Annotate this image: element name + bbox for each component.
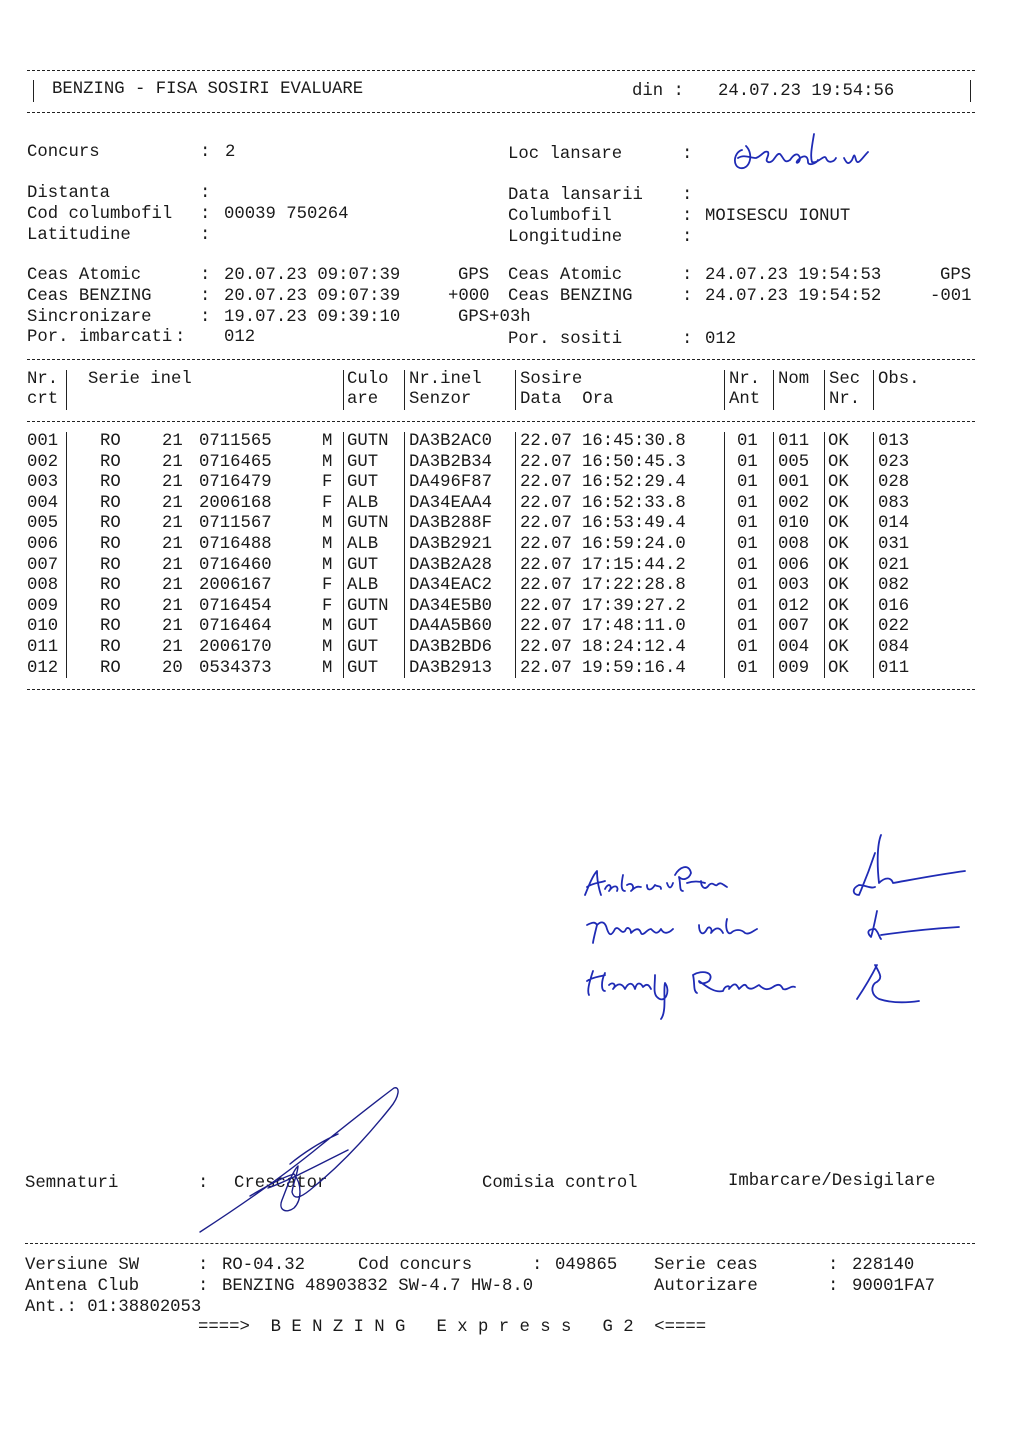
cell-color: GUT <box>347 617 379 637</box>
cell-ant: 01 <box>737 452 758 472</box>
info-columbofil-sep: : <box>682 207 693 226</box>
cell-year: 21 <box>162 432 183 451</box>
cell-sex: M <box>322 617 333 637</box>
table-row <box>0 617 1024 637</box>
cell-sensor: DA496F87 <box>409 473 492 493</box>
cell-year: 21 <box>162 452 183 472</box>
cell-nom: 004 <box>778 638 810 657</box>
sync-value: 19.07.23 09:39:10 <box>224 308 401 327</box>
info-columbofil-label: Columbofil <box>508 207 612 226</box>
signatures-label: Semnaturi <box>25 1174 119 1193</box>
info-columbofil-value: MOISESCU IONUT <box>705 207 851 226</box>
cell-date: 22.07 <box>520 514 572 534</box>
launch-location-handwriting <box>728 130 888 180</box>
antenna-club-value: BENZING 48903832 SW-4.7 HW-8.0 <box>222 1277 534 1296</box>
cell-country: RO <box>100 617 121 637</box>
cell-nr: 009 <box>27 596 59 616</box>
cell-country: RO <box>100 576 121 596</box>
cell-nr: 004 <box>27 493 59 513</box>
cell-year: 21 <box>162 576 183 596</box>
cell-nom: 010 <box>778 514 810 534</box>
cell-sec: OK <box>828 493 849 513</box>
cell-nr: 010 <box>27 617 59 637</box>
clock-atomic-end-value: 24.07.23 19:54:53 <box>705 266 882 285</box>
cell-nom: 008 <box>778 535 810 554</box>
cell-color: GUT <box>347 555 379 575</box>
cell-obs: 016 <box>878 596 910 616</box>
cell-ant: 01 <box>737 596 758 616</box>
pigeons-basketed-value: 012 <box>224 328 256 347</box>
table-row <box>0 576 1024 596</box>
cell-year: 21 <box>162 617 183 637</box>
cell-nom: 007 <box>778 617 810 637</box>
cell-color: GUT <box>347 452 379 472</box>
cell-country: RO <box>100 596 121 616</box>
cell-sec: OK <box>828 514 849 534</box>
cell-nr: 001 <box>27 432 59 451</box>
th-senzor: Senzor <box>409 390 472 409</box>
sync-suffix: GPS+03h <box>458 308 531 327</box>
cell-sec: OK <box>828 473 849 493</box>
cell-country: RO <box>100 535 121 554</box>
info-distanta-label: Distanta <box>27 184 110 203</box>
cell-time: 17:22:28.8 <box>582 576 686 596</box>
cell-color: ALB <box>347 535 379 554</box>
signatures-sep: : <box>198 1174 209 1193</box>
cell-ant: 01 <box>737 617 758 637</box>
clock-atomic-start-suffix: GPS <box>458 266 490 285</box>
info-latitudine-sep: : <box>200 226 211 245</box>
clock-serial-label: Serie ceas <box>654 1256 758 1275</box>
cell-ring: 0716460 <box>199 555 272 575</box>
cell-time: 17:48:11.0 <box>582 617 686 637</box>
race-code-value: 049865 <box>555 1256 618 1275</box>
antenna-line: Ant.: 01:38802053 <box>25 1298 202 1317</box>
cell-obs: 031 <box>878 535 910 554</box>
cell-date: 22.07 <box>520 658 572 678</box>
cell-sec: OK <box>828 535 849 554</box>
th-are: are <box>347 390 379 409</box>
cell-obs: 011 <box>878 658 910 678</box>
cell-obs: 022 <box>878 617 910 637</box>
page-title: BENZING - FISA SOSIRI EVALUARE <box>52 80 364 99</box>
cell-ring: 0716465 <box>199 452 272 472</box>
cell-sec: OK <box>828 617 849 637</box>
th-obs: Obs. <box>878 370 920 389</box>
cell-sex: M <box>322 658 333 678</box>
table-row <box>0 535 1024 555</box>
antenna-club-label: Antena Club <box>25 1277 140 1296</box>
cell-ant: 01 <box>737 473 758 493</box>
cell-ring: 2006167 <box>199 576 272 596</box>
cell-nr: 005 <box>27 514 59 534</box>
clock-benzing-start-suffix: +000 <box>448 287 490 306</box>
signature-imbarcare-label: Imbarcare/Desigilare <box>728 1172 936 1191</box>
cell-nr: 012 <box>27 658 59 678</box>
th-sosire: Sosire <box>520 370 583 389</box>
clock-benzing-start-value: 20.07.23 09:07:39 <box>224 287 401 306</box>
cell-date: 22.07 <box>520 432 572 451</box>
cell-nr: 008 <box>27 576 59 596</box>
clock-atomic-start-value: 20.07.23 09:07:39 <box>224 266 401 285</box>
cell-nom: 005 <box>778 452 810 472</box>
footer-top-rule <box>25 1243 975 1244</box>
table-row <box>0 638 1024 658</box>
clock-benzing-end-value: 24.07.23 19:54:52 <box>705 287 882 306</box>
cell-sensor: DA34E5B0 <box>409 596 492 616</box>
info-longitudine-label: Longitudine <box>508 228 623 247</box>
cell-ant: 01 <box>737 638 758 657</box>
th-culo: Culo <box>347 370 389 389</box>
header-bottom-rule <box>27 112 975 113</box>
table-row <box>0 432 1024 452</box>
header-right-border <box>970 80 971 102</box>
cell-sex: F <box>322 473 333 493</box>
table-row <box>0 659 1024 679</box>
cell-sensor: DA3B2BD6 <box>409 638 492 657</box>
cell-nr: 007 <box>27 555 59 575</box>
clock-atomic-start-label: Ceas Atomic <box>27 266 142 285</box>
cell-sec: OK <box>828 452 849 472</box>
cell-ring: 2006168 <box>199 493 272 513</box>
cell-nr: 011 <box>27 638 59 657</box>
cell-sex: M <box>322 555 333 575</box>
cell-ring: 0716488 <box>199 535 272 554</box>
cell-date: 22.07 <box>520 535 572 554</box>
header-left-border <box>33 80 34 102</box>
cell-ring: 0716454 <box>199 596 272 616</box>
cell-country: RO <box>100 432 121 451</box>
th-nr: Nr. <box>27 370 59 389</box>
cell-sex: M <box>322 432 333 451</box>
cell-nr: 003 <box>27 473 59 493</box>
cell-color: GUTN <box>347 514 389 534</box>
cell-obs: 028 <box>878 473 910 493</box>
info-cod-value: 00039 750264 <box>224 205 349 224</box>
cell-date: 22.07 <box>520 452 572 472</box>
cell-time: 16:53:49.4 <box>582 514 686 534</box>
cell-country: RO <box>100 638 121 657</box>
pigeons-arrived-label: Por. sositi <box>508 330 623 349</box>
cell-nom: 012 <box>778 596 810 616</box>
cell-ring: 0711565 <box>199 432 272 451</box>
info-data-lansarii-label: Data lansarii <box>508 186 643 205</box>
table-row <box>0 514 1024 534</box>
cell-year: 21 <box>162 514 183 534</box>
info-loc-label: Loc lansare <box>508 145 623 164</box>
authorization-value: 90001FA7 <box>852 1277 935 1296</box>
table-row <box>0 556 1024 576</box>
cell-date: 22.07 <box>520 617 572 637</box>
cell-sex: M <box>322 535 333 554</box>
cell-ant: 01 <box>737 432 758 451</box>
cell-color: ALB <box>347 493 379 513</box>
th-nr-ant: Nr. <box>729 370 761 389</box>
info-longitudine-sep: : <box>682 228 693 247</box>
cell-date: 22.07 <box>520 638 572 657</box>
cell-country: RO <box>100 473 121 493</box>
cell-nom: 001 <box>778 473 810 493</box>
signature-comisia-label: Comisia control <box>482 1174 638 1193</box>
cell-obs: 084 <box>878 638 910 657</box>
cell-ant: 01 <box>737 535 758 554</box>
table-row <box>0 473 1024 493</box>
sync-label: Sincronizare <box>27 308 152 327</box>
cell-nr: 002 <box>27 452 59 472</box>
cell-sec: OK <box>828 596 849 616</box>
table-top-rule <box>27 359 975 360</box>
cell-date: 22.07 <box>520 596 572 616</box>
info-latitudine-label: Latitudine <box>27 226 131 245</box>
cell-ant: 01 <box>737 576 758 596</box>
cell-sec: OK <box>828 658 849 678</box>
cell-time: 17:39:27.2 <box>582 596 686 616</box>
cell-obs: 014 <box>878 514 910 534</box>
cell-country: RO <box>100 658 121 678</box>
cell-sec: OK <box>828 638 849 657</box>
clock-atomic-end-suffix: GPS <box>940 266 972 285</box>
authorization-label: Autorizare <box>654 1277 758 1296</box>
cell-color: ALB <box>347 576 379 596</box>
th-ant: Ant <box>729 390 761 409</box>
issue-date-label: din : <box>632 82 684 101</box>
cell-year: 21 <box>162 638 183 657</box>
info-concurs-label: Concurs <box>27 143 100 162</box>
cell-time: 16:52:33.8 <box>582 493 686 513</box>
cell-date: 22.07 <box>520 555 572 575</box>
cell-ring: 0534373 <box>199 658 272 678</box>
clock-benzing-end-suffix: -001 <box>930 287 972 306</box>
info-loc-sep: : <box>682 145 693 164</box>
cell-year: 20 <box>162 658 183 678</box>
cell-time: 16:45:30.8 <box>582 432 686 451</box>
cell-sensor: DA3B2A28 <box>409 555 492 575</box>
cell-sec: OK <box>828 576 849 596</box>
th-nom: Nom <box>778 370 810 389</box>
table-row <box>0 597 1024 617</box>
cell-ring: 2006170 <box>199 638 272 657</box>
cell-ring: 0711567 <box>199 514 272 534</box>
cell-country: RO <box>100 452 121 472</box>
cell-obs: 013 <box>878 432 910 451</box>
cell-time: 16:50:45.3 <box>582 452 686 472</box>
cell-ant: 01 <box>737 514 758 534</box>
th-data-ora: Data Ora <box>520 390 614 409</box>
cell-sensor: DA3B2B34 <box>409 452 492 472</box>
cell-obs: 021 <box>878 555 910 575</box>
th-serie: Serie inel <box>88 370 192 389</box>
cell-sensor: DA34EAA4 <box>409 493 492 513</box>
cell-color: GUT <box>347 638 379 657</box>
clock-benzing-end-label: Ceas BENZING <box>508 287 633 306</box>
clock-serial-value: 228140 <box>852 1256 915 1275</box>
cell-color: GUT <box>347 473 379 493</box>
cell-year: 21 <box>162 555 183 575</box>
cell-sensor: DA3B2AC0 <box>409 432 492 451</box>
cell-sensor: DA34EAC2 <box>409 576 492 596</box>
sw-version-label: Versiune SW <box>25 1256 140 1275</box>
cell-nom: 002 <box>778 493 810 513</box>
cell-date: 22.07 <box>520 493 572 513</box>
cell-ant: 01 <box>737 493 758 513</box>
table-row <box>0 494 1024 514</box>
cell-ring: 0716479 <box>199 473 272 493</box>
info-distanta-sep: : <box>200 184 211 203</box>
cell-sensor: DA4A5B60 <box>409 617 492 637</box>
th-sec: Sec <box>829 370 861 389</box>
cell-sex: F <box>322 493 333 513</box>
cell-country: RO <box>100 555 121 575</box>
cell-sex: F <box>322 596 333 616</box>
signature-crescator-label: Crescator <box>234 1174 328 1193</box>
cell-time: 17:15:44.2 <box>582 555 686 575</box>
cell-nom: 011 <box>778 432 810 451</box>
info-data-lansarii-sep: : <box>682 186 693 205</box>
cell-ant: 01 <box>737 555 758 575</box>
cell-sensor: DA3B2921 <box>409 535 492 554</box>
clock-benzing-start-label: Ceas BENZING <box>27 287 152 306</box>
committee-signatures <box>575 825 975 1025</box>
cell-sec: OK <box>828 432 849 451</box>
cell-color: GUTN <box>347 596 389 616</box>
cell-color: GUT <box>347 658 379 678</box>
cell-sex: F <box>322 576 333 596</box>
cell-obs: 023 <box>878 452 910 472</box>
cell-sex: M <box>322 514 333 534</box>
cell-sensor: DA3B288F <box>409 514 492 534</box>
cell-color: GUTN <box>347 432 389 451</box>
benzing-banner: ====> B E N Z I N G E x p r e s s G 2 <==== <box>198 1318 707 1337</box>
cell-time: 18:24:12.4 <box>582 638 686 657</box>
cell-sex: M <box>322 452 333 472</box>
issue-date-value: 24.07.23 19:54:56 <box>718 82 895 101</box>
table-row <box>0 453 1024 473</box>
cell-year: 21 <box>162 493 183 513</box>
pigeons-basketed-label: Por. imbarcati <box>27 328 173 347</box>
cell-ring: 0716464 <box>199 617 272 637</box>
th-sec-nr: Nr. <box>829 390 861 409</box>
race-code-label: Cod concurs <box>358 1256 473 1275</box>
cell-nr: 006 <box>27 535 59 554</box>
table-header-rule <box>27 421 975 422</box>
header-top-rule <box>27 70 975 71</box>
cell-obs: 082 <box>878 576 910 596</box>
info-cod-sep: : <box>200 205 211 224</box>
cell-nom: 006 <box>778 555 810 575</box>
th-nr-inel: Nr.inel <box>409 370 482 389</box>
cell-time: 16:52:29.4 <box>582 473 686 493</box>
cell-country: RO <box>100 493 121 513</box>
cell-time: 19:59:16.4 <box>582 658 686 678</box>
cell-obs: 083 <box>878 493 910 513</box>
cell-country: RO <box>100 514 121 534</box>
breeder-signature <box>190 1080 410 1240</box>
sw-version-value: RO-04.32 <box>222 1256 305 1275</box>
cell-time: 16:59:24.0 <box>582 535 686 554</box>
cell-ant: 01 <box>737 658 758 678</box>
cell-year: 21 <box>162 535 183 554</box>
cell-nom: 009 <box>778 658 810 678</box>
table-bottom-rule <box>27 689 975 690</box>
info-concurs-value: 2 <box>225 143 236 162</box>
cell-date: 22.07 <box>520 576 572 596</box>
cell-sex: M <box>322 638 333 657</box>
cell-nom: 003 <box>778 576 810 596</box>
cell-date: 22.07 <box>520 473 572 493</box>
th-crt: crt <box>27 390 59 409</box>
cell-sec: OK <box>828 555 849 575</box>
cell-year: 21 <box>162 596 183 616</box>
cell-sensor: DA3B2913 <box>409 658 492 678</box>
cell-year: 21 <box>162 473 183 493</box>
clock-atomic-end-label: Ceas Atomic <box>508 266 623 285</box>
info-cod-label: Cod columbofil <box>27 205 173 224</box>
info-concurs-sep: : <box>200 143 211 162</box>
pigeons-arrived-value: 012 <box>705 330 737 349</box>
